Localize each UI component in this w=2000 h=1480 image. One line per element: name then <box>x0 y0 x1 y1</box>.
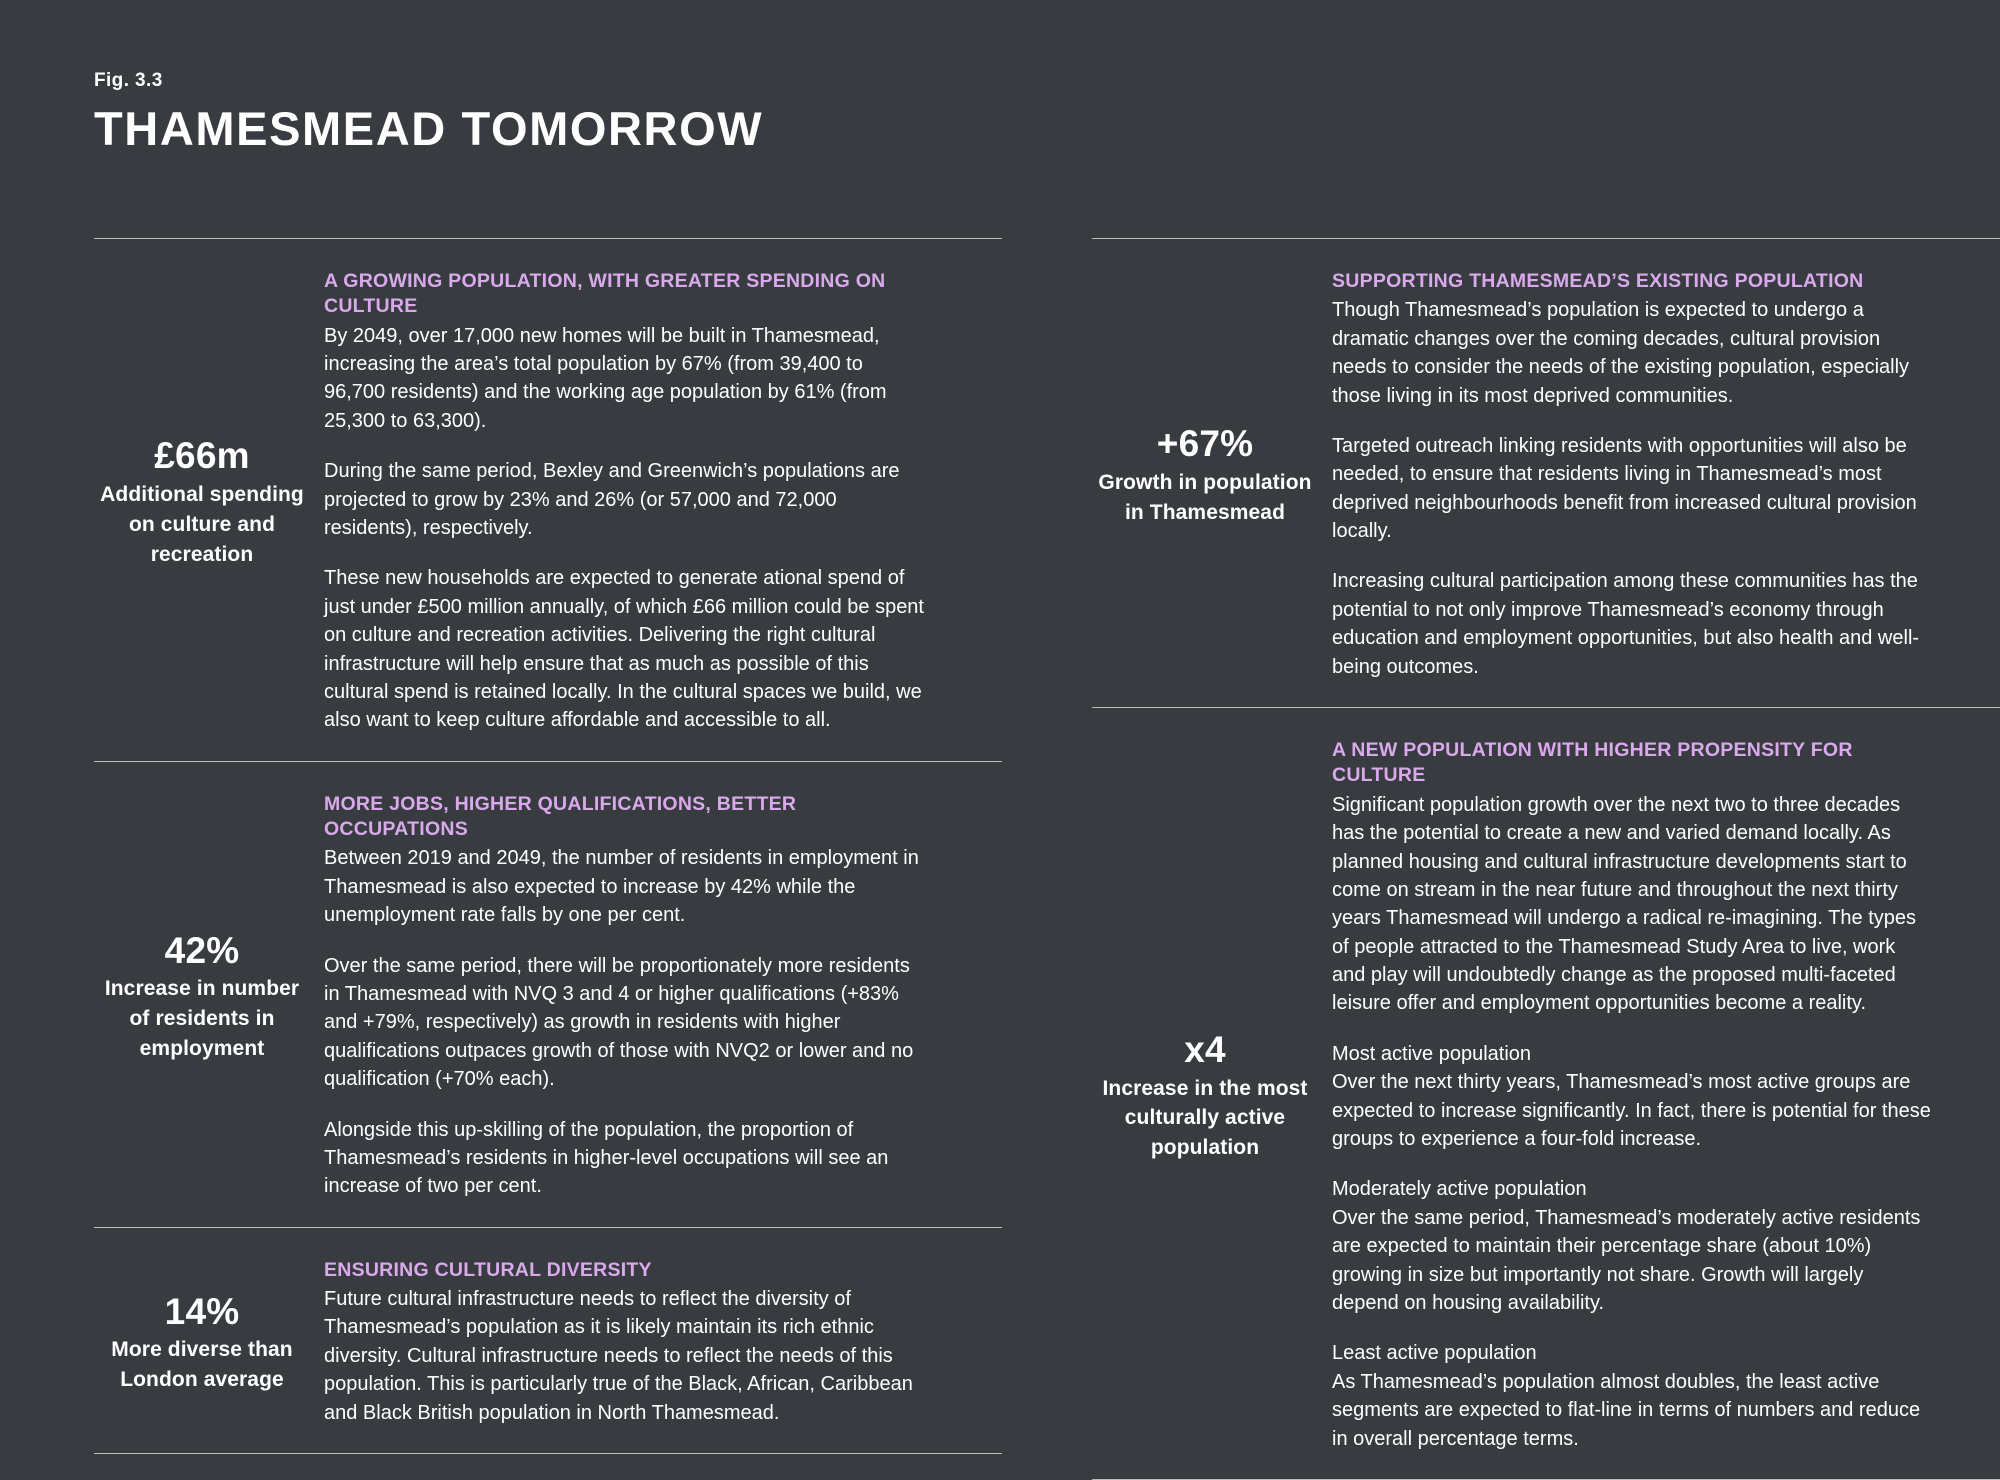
subsection <box>1332 1339 1932 1453</box>
subsection <box>1332 1040 1932 1154</box>
right-column <box>1092 238 2000 1480</box>
section-heading: MORE JOBS, HIGHER QUALIFICATIONS, BETTER OCCUPATIONS <box>324 792 797 841</box>
block-body <box>324 1258 924 1427</box>
body-paragraph: Significant population growth over the next two to three decades has the potential to create a new and varied demand locally. As planned housing and cultural infrastructure developments start to come on stream in the near future and throughout the next thirty years Thamesmead will undergo a radical re-imagining. The types of people attracted to the Thamesmead Study Area to live, work and play will undoubtedly change as the proposed multi-faceted leisure offer and employment opportunities become a reality. <box>1332 793 1916 1015</box>
stat-callout <box>94 792 324 1201</box>
stat-label: Increase in number of residents in employment <box>104 977 300 1060</box>
stat-value: 14% <box>164 1290 240 1332</box>
subsection-heading: Most active population <box>1332 1042 1532 1065</box>
block-body <box>324 269 924 735</box>
page-title: THAMESMEAD TOMORROW <box>94 102 764 155</box>
body-paragraph: Between 2019 and 2049, the number of residents in employment in Thamesmead is also expected to increase by 42% while the unemployment rate falls by one per cent. <box>324 847 919 927</box>
body-paragraph: During the same period, Bexley and Greenwich’s populations are projected to grow by 23% and 26% (or 57,000 and 72,000 residents), respectively. <box>324 460 900 540</box>
body-paragraph: Over the same period, there will be proportionately more residents in Thamesmead with NVQ 3 and 4 or higher qualifications (+83% and +79%, respectively) as growth in residents with higher qualifications outpaces growth of those with NVQ2 or lower and no qualification (+70% each). <box>324 954 914 1091</box>
stat-callout <box>1092 269 1332 681</box>
figure-number: Fig. 3.3 <box>94 70 163 91</box>
body-paragraph: Targeted outreach linking residents with opportunities will also be needed, to ensure that residents living in Thamesmead’s most deprived neighbourhoods benefit from increased cultural provision locally. <box>1332 434 1917 543</box>
stat-value: £66m <box>154 435 250 477</box>
stat-value: +67% <box>1156 423 1254 465</box>
body-paragraph: By 2049, over 17,000 new homes will be built in Thamesmead, increasing the area’s total population by 67% (from 39,400 to 96,700 residents) and the working age population by 61% (from 25,300 to 63,300). <box>324 324 887 432</box>
body-paragraph: Future cultural infrastructure needs to reflect the diversity of Thamesmead’s population as it is likely maintain its rich ethnic diversity. Cultural infrastructure needs to reflect the needs of this population. This is particularly true of the Black, African, Caribbean and Black British population in North Thamesmead. <box>324 1288 913 1424</box>
section-heading: SUPPORTING THAMESMEAD’S EXISTING POPULATION <box>1332 270 1864 292</box>
stat-callout <box>94 269 324 735</box>
block-body <box>1332 269 1932 681</box>
stat-block <box>1092 238 2000 707</box>
section-heading: A NEW POPULATION WITH HIGHER PROPENSITY FOR CULTURE <box>1332 739 1853 787</box>
stat-value: x4 <box>1184 1028 1226 1070</box>
subsection-text: Over the same period, Thamesmead’s moderately active residents are expected to maintain their percentage share (about 10%) growing in size but importantly not share. Growth will largely depend on housing availability. <box>1332 1206 1921 1314</box>
body-paragraph: These new households are expected to generate ational spend of just under £500 million annually, of which £66 million could be spent on culture and recreation activities. Delivering the right cultural infrastructure will help ensure that as much as possible of this cultural spend is retained locally. In the cultural spaces we build, we also want to keep culture affordable and accessible to all. <box>324 567 924 732</box>
section-heading: ENSURING CULTURAL DIVERSITY <box>324 1258 652 1281</box>
stat-label: Increase in the most culturally active population <box>1102 1076 1308 1160</box>
subsection <box>1332 1175 1932 1317</box>
stat-label: Growth in population in Thamesmead <box>1098 471 1312 524</box>
stat-label: More diverse than London average <box>111 1338 293 1392</box>
subsection-heading: Moderately active population <box>1332 1178 1587 1201</box>
section-heading: A GROWING POPULATION, WITH GREATER SPENDING ON CULTURE <box>324 270 886 318</box>
subsection-heading: Least active population <box>1332 1342 1537 1365</box>
block-body <box>324 792 924 1201</box>
stat-block <box>1092 707 2000 1480</box>
stat-block <box>94 761 1002 1227</box>
stat-value: 42% <box>164 929 240 971</box>
stat-block <box>94 1227 1002 1454</box>
block-body <box>1332 738 1932 1453</box>
subsection-text: As Thamesmead’s population almost doubles, the least active segments are expected to flat-line in terms of numbers and reduce in overall percentage terms. <box>1332 1370 1921 1450</box>
subsection-text: Over the next thirty years, Thamesmead’s most active groups are expected to increase significantly. In fact, there is potential for these groups to experience a four-fold increase. <box>1332 1071 1931 1151</box>
page-header <box>94 70 763 153</box>
left-column <box>94 238 1002 1480</box>
body-paragraph: Though Thamesmead’s population is expected to undergo a dramatic changes over the coming decades, cultural provision needs to consider the needs of the existing population, especially those living in its most deprived communities. <box>1332 299 1910 407</box>
stat-label: Additional spending on culture and recreation <box>100 482 304 566</box>
stat-block <box>94 238 1002 761</box>
content-columns <box>0 238 2000 1480</box>
stat-callout <box>1092 738 1332 1453</box>
stat-callout <box>94 1258 324 1427</box>
body-paragraph: Alongside this up-skilling of the population, the proportion of Thamesmead’s residents in higher-level occupations will see an increase of two per cent. <box>324 1118 889 1198</box>
body-paragraph: Increasing cultural participation among these communities has the potential to not only improve Thamesmead’s economy through education and employment opportunities, but also health and well-being outcomes. <box>1332 570 1920 678</box>
